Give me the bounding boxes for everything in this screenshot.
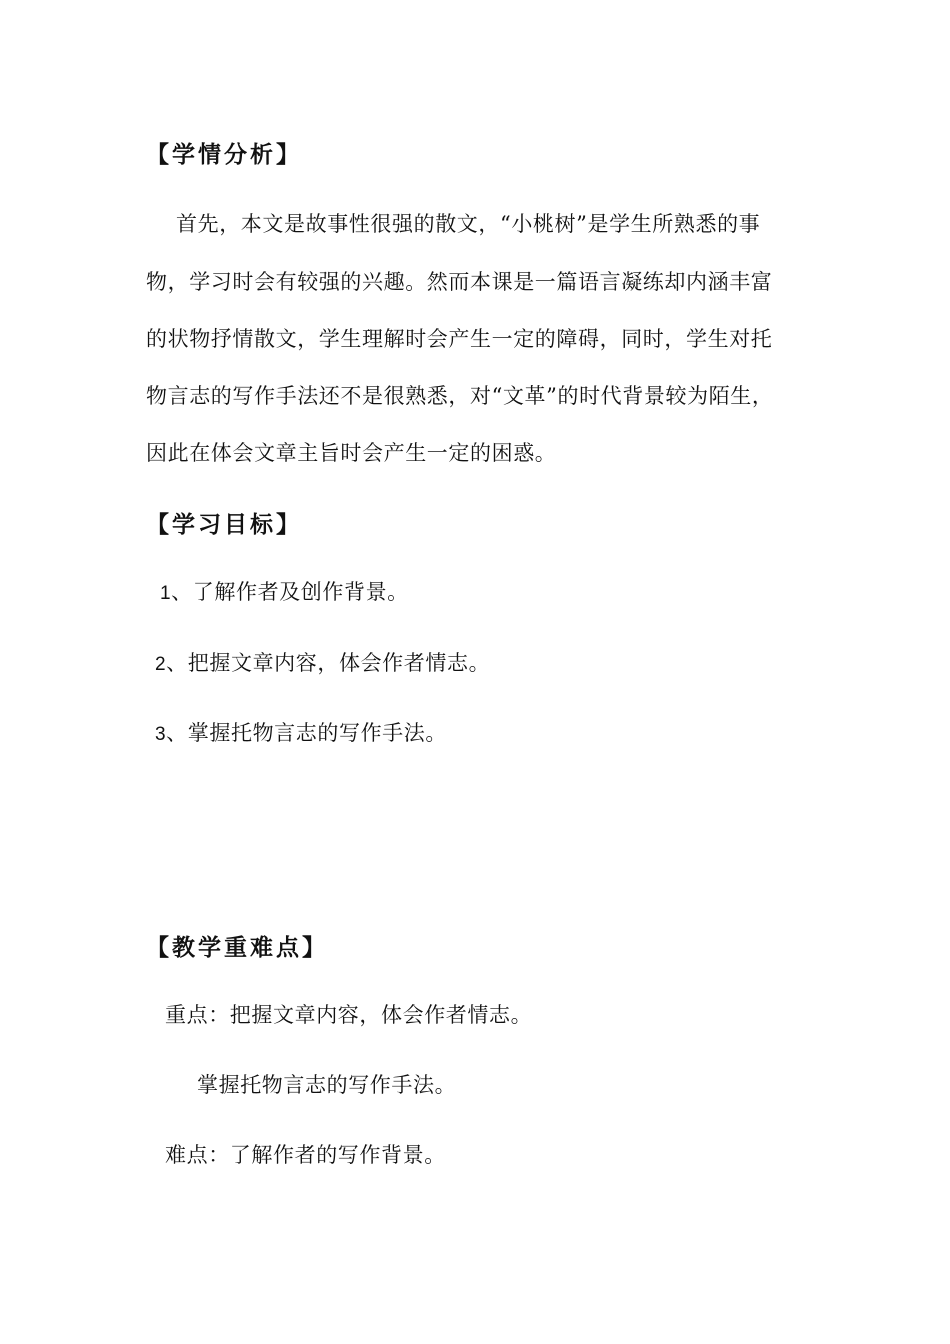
keypoint-line-3: 难点：了解作者的写作背景。 bbox=[165, 1143, 446, 1167]
goal-item-3 bbox=[155, 717, 447, 747]
analysis-line-5: 因此在体会文章主旨时会产生一定的困惑。 bbox=[146, 441, 557, 465]
goal-item-1 bbox=[160, 576, 409, 606]
goal-item-number: 1 bbox=[160, 583, 172, 604]
goal-item-number: 3 bbox=[155, 724, 167, 745]
goal-item-text: 把握文章内容，体会作者情志。 bbox=[187, 651, 491, 675]
section-heading-goals: 【学习目标】 bbox=[146, 511, 302, 538]
goal-item-text: 了解作者及创作背景。 bbox=[192, 580, 409, 604]
analysis-line-3: 的状物抒情散文，学生理解时会产生一定的障碍，同时，学生对托 bbox=[146, 327, 773, 351]
goal-item-number: 2 bbox=[155, 654, 167, 675]
section-heading-keypoints: 【教学重难点】 bbox=[146, 934, 328, 961]
analysis-line-2: 物，学习时会有较强的兴趣。然而本课是一篇语言凝练却内涵丰富 bbox=[146, 270, 773, 294]
analysis-line-4: 物言志的写作手法还不是很熟悉，对“文革”的时代背景较为陌生， bbox=[146, 384, 774, 408]
analysis-line-1: 首先，本文是故事性很强的散文，“小桃树”是学生所熟悉的事 bbox=[176, 212, 761, 236]
keypoint-line-1: 重点：把握文章内容，体会作者情志。 bbox=[165, 1003, 533, 1027]
goal-item-separator: 、 bbox=[166, 721, 188, 745]
goal-item-separator: 、 bbox=[166, 651, 188, 675]
goal-item-text: 掌握托物言志的写作手法。 bbox=[187, 721, 447, 745]
goal-item-2 bbox=[155, 647, 490, 677]
keypoint-line-2: 掌握托物言志的写作手法。 bbox=[197, 1073, 457, 1097]
goal-item-separator: 、 bbox=[171, 580, 193, 604]
section-heading-analysis: 【学情分析】 bbox=[146, 141, 302, 168]
